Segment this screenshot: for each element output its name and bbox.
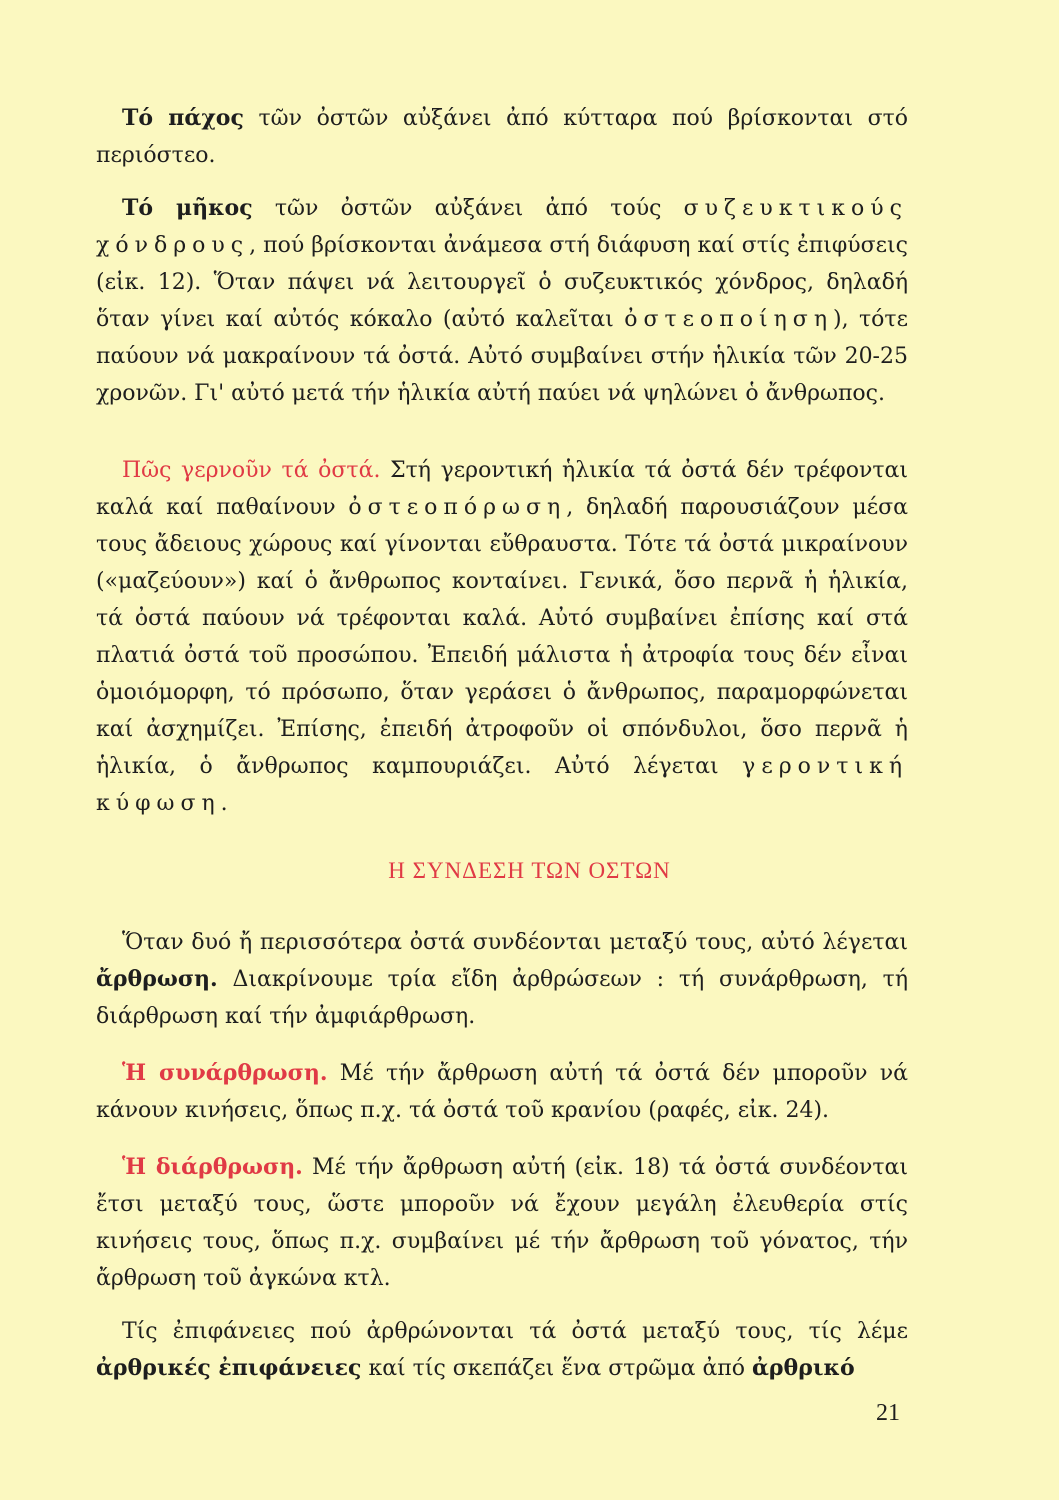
section-bone-growth [96, 100, 908, 412]
paragraph-thickness: Τό πάχος τῶν ὀστῶν αὐξάνει ἀπό κύτταρα πού βρίσκονται στό περιόστεο. [96, 105, 909, 168]
term-joint: ἄρθρωση. [96, 966, 218, 992]
paragraph-synarthrosis: Ἡ συνάρθρωση. Μέ τήν ἄρθρωση αὐτή τά ὀστά δέν μποροῦν νά κάνουν κινήσεις, ὅπως π.χ. τά ὀστά τοῦ κρανίου (ραφές, εἰκ. 24). [96, 1060, 908, 1123]
paragraph-aging: Πῶς γερνοῦν τά ὀστά. Στή γεροντική ἡλικία τά ὀστά δέν τρέφονται καλά καί παθαίνουν ὀστεοπόρωση, δηλαδή παρουσιάζουν μέσα τους ἄδειους χώρους καί γίνονται εὔθραυστα. Τότε τά ὀστά μικραίνουν («μαζεύουν») καί ὁ ἄνθρωπος κονταίνει. Γενικά, ὅσο περνᾶ ἡ ἡλικία, τά ὀστά παύουν νά τρέφονται καλά. Αὐτό συμβαίνει ἐπίσης καί στά πλατιά ὀστά τοῦ προσώπου. Ἐπειδή μάλιστα ἡ ἀτροφία τους δέν εἶναι ὁμοιόμορφη, τό πρόσωπο, ὅταν γεράσει ὁ ἄνθρωπος, παραμορφώνεται καί ἀσχημίζει. Ἐπίσης, ἐπειδή ἀτροφοῦν οἱ σπόνδυλοι, ὅσο περνᾶ ἡ ἡλικία, ὁ ἄνθρωπος καμπουριάζει. Αὐτό λέγεται γεροντική κύφωση. [96, 458, 908, 816]
spaced-term-cartilage: συζευκτικούς χόνδρους [96, 196, 908, 258]
paragraph-articular-surfaces: Τίς ἐπιφάνειες πού ἀρθρώνονται τά ὀστά μεταξύ τους, τίς λέμε ἀρθρικές ἐπιφάνειες καί τίς σκεπάζει ἕνα στρῶμα ἀπό ἀρθρικό [96, 1319, 908, 1381]
term-articular: ἀρθρικό [752, 1355, 855, 1381]
spaced-term-ossification: ὀστεοποίηση [624, 307, 834, 332]
section-bone-joints [96, 924, 908, 1387]
paragraph-diarthrosis: Ἡ διάρθρωση. Μέ τήν ἄρθρωση αὐτή (εἰκ. 18) τά ὀστά συνδέονται ἔτσι μεταξύ τους, ὥστε μποροῦν νά ἔχουν μεγάλη ἐλευθερία στίς κινήσεις τους, ὅπως π.χ. συμβαίνει μέ τήν ἄρθρωση τοῦ γόνατος, τήν ἄρθρωση τοῦ ἀγκώνα κτλ. [96, 1154, 909, 1291]
page-number: 21 [876, 1400, 900, 1426]
term-diarthrosis: Ἡ διάρθρωση. [122, 1154, 303, 1180]
term-synarthrosis: Ἡ συνάρθρωση. [122, 1060, 328, 1086]
term-articular-surfaces: ἀρθρικές ἐπιφάνειες [96, 1355, 362, 1381]
spaced-term-osteoporosis: ὀστεοπόρωση [348, 495, 567, 520]
paragraph-joints: Ὅταν δυό ἤ περισσότερα ὀστά συνδέονται μεταξύ τους, αὐτό λέγεται ἄρθρωση. Διακρίνουμε τρία εἴδη ἀρθρώσεων : τή συνάρθρωση, τή διάρθρωση καί τήν ἀμφιάρθρωση. [96, 930, 908, 1029]
term-thickness: Τό πάχος [122, 105, 244, 131]
term-length: Τό μῆκος [122, 195, 253, 221]
paragraph-length: Τό μῆκος τῶν ὀστῶν αὐξάνει ἀπό τούς συζευκτικούς χόνδρους, πού βρίσκονται ἀνάμεσα στή διάφυση καί στίς ἐπιφύσεις (εἰκ. 12). Ὅταν πάψει νά λειτουργεῖ ὁ συζευκτικός χόνδρος, δηλαδή ὅταν γίνει καί αὐτός κόκαλο (αὐτό καλεῖται ὀστεοποίηση), τότε παύουν νά μακραίνουν τά ὀστά. Αὐτό συμβαίνει στήν ἡλικία τῶν 20-25 χρονῶν. Γι' αὐτό μετά τήν ἡλικία αὐτή παύει νά ψηλώνει ὁ ἄνθρωπος. [96, 195, 908, 406]
term-aging: Πῶς γερνοῦν τά ὀστά. [122, 458, 381, 483]
spaced-term-kyphosis: γεροντική κύφωση [96, 754, 908, 816]
section-bone-aging [96, 452, 908, 822]
section-heading: Η ΣΥΝΔΕΣΗ ΤΩΝ ΟΣΤΩΝ [388, 858, 671, 883]
